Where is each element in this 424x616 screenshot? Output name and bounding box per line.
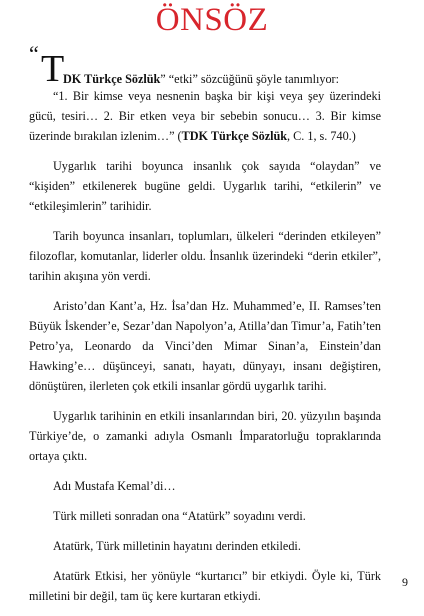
paragraph-civilization: Uygarlık tarihi boyunca insanlık çok sayıda “olaydan” ve “kişiden” etkilenerek bugüne geldi. Uygarlık tarihi, “etkilerin” ve “etkileşimlerin” tarihidir.: [29, 159, 381, 213]
opening-quote-mark: “: [29, 41, 39, 66]
page-body: [29, 41, 381, 616]
page-title: ÖNSÖZ: [155, 2, 269, 38]
paragraph-savior-effect: Atatürk Etkisi, her yönüyle “kurtarıcı” bir etkiydi. Öyle ki, Türk milletini bir değil, tam üç kere kurtaran etkiydi.: [29, 569, 381, 603]
opening-line-rest: ” “etki” sözcüğünü şöyle tanımlıyor:: [160, 72, 339, 86]
paragraph-mustafa-kemal: Adı Mustafa Kemal’di…: [53, 479, 176, 493]
dictionary-name: DK Türkçe Sözlük: [63, 72, 161, 86]
definition-text: “1. Bir kimse veya nesnenin başka bir kişi veya şey üzerindeki gücü, tesiri… 2. Bir etken veya bir sebebin sonucu… 3. Bir kimse üzerinde bırakılan izlenim…” (: [29, 89, 381, 143]
paragraph-great-figures: Aristo’dan Kant’a, Hz. İsa’dan Hz. Muhammed’e, II. Ramses’ten Büyük İskender’e, Sezar’dan Napolyon’a, Atilla’dan Timur’a, Fatih’ten Petro’ya, Leonardo da Vinci’den Mimar Sinan’a, Einstein’dan Hawking’e… düşünceyi, sanatı, hayatı, dünyayı, insanı değiştiren, dönüştüren, ilerleten çok etkili insanlar gördü uygarlık tarihi.: [29, 299, 381, 393]
paragraph-deep-influence: Atatürk, Türk milletinin hayatını derinden etkiledi.: [53, 539, 301, 553]
paragraph-surname: Türk milleti sonradan ona “Atatürk” soyadını verdi.: [53, 509, 306, 523]
paragraph-influencers: Tarih boyunca insanları, toplumları, ülkeleri “derinden etkileyen” filozoflar, komutanlar, liderler oldu. İnsanlık üzerindeki “derin etkiler”, tarihin akışına yön verdi.: [29, 229, 381, 283]
page-number: 9: [402, 575, 408, 589]
definition-paragraph: [29, 86, 381, 146]
opening-line: [29, 41, 381, 90]
drop-cap-letter: T: [41, 48, 65, 90]
definition-source-tail: , C. 1, s. 740.): [287, 129, 356, 143]
paragraph-20th-century: Uygarlık tarihinin en etkili insanlarından biri, 20. yüzyılın başında Türkiye’de, o zamanki adıyla Osmanlı İmparatorluğu topraklarında ortaya çıktı.: [29, 409, 381, 463]
opening-line-text: [63, 69, 339, 89]
definition-source: TDK Türkçe Sözlük: [181, 129, 288, 143]
